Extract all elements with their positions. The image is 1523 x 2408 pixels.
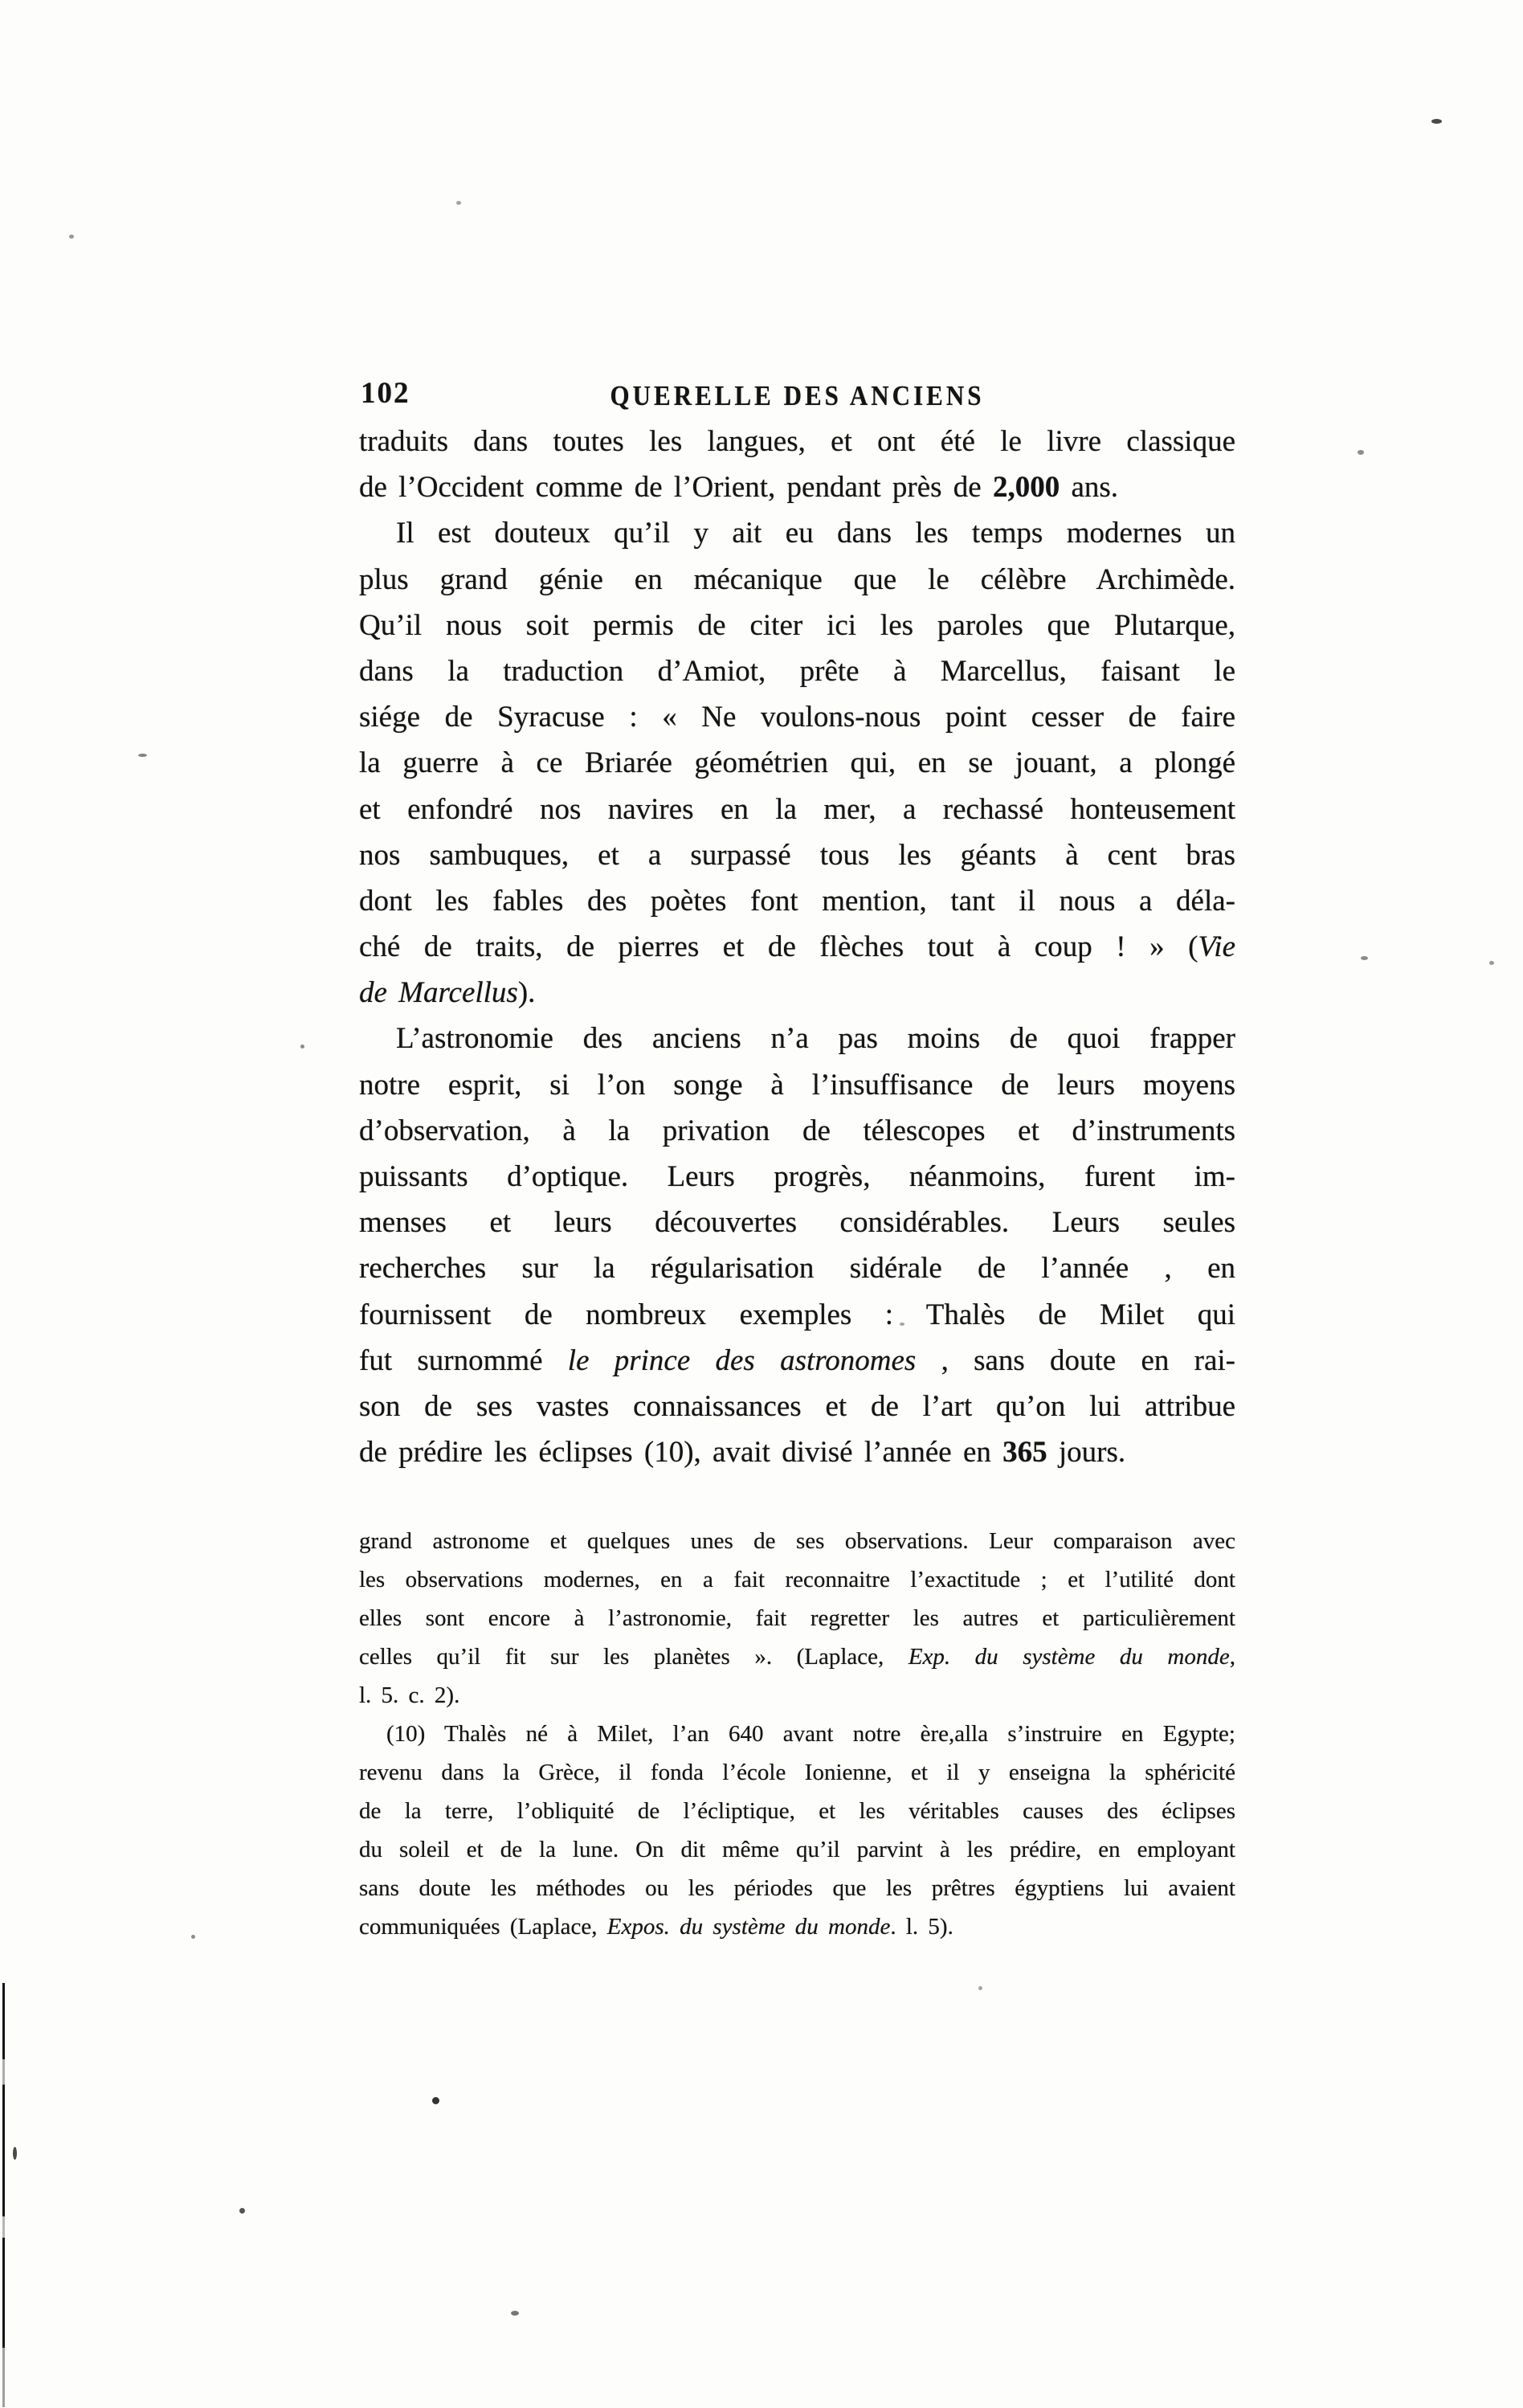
text-line <box>359 557 1235 603</box>
scan-speck <box>1358 450 1364 455</box>
text-line <box>359 1016 1235 1061</box>
text-segment: d’observation, à la privation de télescopes et d’instruments <box>359 1114 1235 1147</box>
text-line <box>359 1676 1235 1715</box>
scan-speck <box>1361 956 1368 960</box>
text-segment: . l. 5). <box>890 1914 953 1940</box>
scan-speck <box>13 2147 17 2160</box>
text-line <box>359 1907 1235 1946</box>
text-segment: communiquées (Laplace, <box>359 1914 607 1940</box>
text-line <box>359 419 1235 464</box>
text-line <box>359 1869 1235 1907</box>
text-line <box>359 787 1235 832</box>
text-line <box>359 1599 1235 1637</box>
text-segment: l. 5. c. 2). <box>359 1682 460 1708</box>
text-line <box>359 1200 1235 1245</box>
text-line <box>359 1792 1235 1830</box>
scan-speck <box>432 2097 439 2104</box>
text-line <box>359 1338 1235 1384</box>
text-segment: ché de traits, de pierres et de flèches tout à coup ! » ( <box>359 930 1198 964</box>
text-segment: de l’Occident comme de l’Orient, pendant près de <box>359 471 993 505</box>
text-segment: siége de Syracuse : « Ne voulons-nous point cesser de faire <box>359 701 1235 734</box>
text-line <box>359 603 1235 648</box>
text-segment: L’astronomie des anciens n’a pas moins de quoi frapper <box>396 1022 1235 1056</box>
text-segment: traduits dans toutes les langues, et ont été le livre classique <box>359 425 1235 458</box>
text-segment: le prince des astronomes <box>567 1343 917 1377</box>
text-segment: fournissent de nombreux exemples : Thalès de Milet qui <box>359 1298 1235 1331</box>
text-segment: celles qu’il fit sur les planètes ». (Laplace, <box>359 1644 908 1670</box>
text-line <box>359 740 1235 786</box>
text-segment: et enfondré nos navires en la mer, a rechassé honteusement <box>359 792 1235 826</box>
scan-speck <box>900 1323 904 1326</box>
text-line <box>359 924 1235 970</box>
scan-edge-line <box>2 1983 5 2407</box>
text-segment: sans doute les méthodes ou les périodes que les prêtres égyptiens lui avaient <box>359 1875 1235 1901</box>
text-segment: de prédire les éclipses (10), avait divisé l’année en <box>359 1436 1003 1470</box>
text-segment: ans. <box>1060 471 1119 505</box>
text-line <box>359 832 1235 878</box>
text-line <box>359 648 1235 694</box>
text-line <box>359 464 1235 510</box>
scan-speck <box>978 1986 982 1990</box>
text-segment: revenu dans la Grèce, il fonda l’école Ionienne, et il y enseigna la sphéricité <box>359 1760 1235 1785</box>
text-segment: notre esprit, si l’on songe à l’insuffisance de leurs moyens <box>359 1068 1235 1102</box>
footnote-text <box>359 1522 1235 1946</box>
scan-speck <box>69 235 74 239</box>
text-line <box>359 878 1235 924</box>
scan-speck <box>1431 119 1442 124</box>
page-header <box>359 374 1235 418</box>
text-segment: jours. <box>1047 1436 1126 1470</box>
text-segment: la guerre à ce Briarée géométrien qui, en se jouant, a plongé <box>359 746 1235 780</box>
scan-speck <box>300 1045 304 1049</box>
text-line <box>359 1384 1235 1429</box>
text-segment: menses et leurs découvertes considérables. Leurs seules <box>359 1206 1235 1240</box>
text-line <box>359 1154 1235 1200</box>
text-segment: du soleil et de la lune. On dit même qu’il parvint à les prédire, en employant <box>359 1837 1235 1862</box>
text-segment: les observations modernes, en a fait reconnaitre l’exactitude ; et l’utilité dont <box>359 1567 1235 1592</box>
text-line <box>359 1753 1235 1792</box>
scan-speck <box>511 2311 519 2316</box>
text-segment: (10) Thalès né à Milet, l’an 640 avant notre ère,alla s’instruire en Egypte; <box>386 1721 1235 1747</box>
text-segment: recherches sur la régularisation sidérale de l’année , en <box>359 1252 1235 1286</box>
text-line <box>359 1560 1235 1599</box>
page-number: 102 <box>361 377 410 410</box>
body-text <box>359 419 1235 1475</box>
text-segment: Qu’il nous soit permis de citer ici les paroles que Plutarque, <box>359 608 1235 642</box>
text-segment: Vie <box>1198 930 1235 964</box>
scan-speck <box>138 754 147 757</box>
text-segment: Il est douteux qu’il y ait eu dans les temps modernes un <box>396 517 1235 550</box>
text-segment: de Marcellus <box>359 976 518 1010</box>
text-line <box>359 970 1235 1016</box>
text-segment: elles sont encore à l’astronomie, fait regretter les autres et particulièrement <box>359 1605 1235 1631</box>
text-line <box>359 694 1235 740</box>
text-segment: Exp. du système du monde <box>908 1644 1230 1670</box>
running-head: QUERELLE DES ANCIENS <box>610 379 985 411</box>
text-segment: ). <box>517 976 536 1010</box>
text-segment: 365 <box>1002 1436 1047 1470</box>
text-segment: , sans doute en rai- <box>916 1343 1235 1377</box>
text-line <box>359 1637 1235 1676</box>
scan-speck <box>1489 961 1494 965</box>
text-line <box>359 1108 1235 1154</box>
scan-speck <box>191 1935 195 1939</box>
text-segment: dans la traduction d’Amiot, prête à Marcellus, faisant le <box>359 654 1235 688</box>
text-line <box>359 1062 1235 1108</box>
text-segment: Expos. du système du monde <box>606 1914 891 1940</box>
text-line <box>359 1715 1235 1753</box>
text-segment: de la terre, l’obliquité de l’écliptique, et les véritables causes des éclipses <box>359 1798 1235 1824</box>
text-line <box>359 1522 1235 1560</box>
text-line <box>359 1292 1235 1338</box>
text-segment: fut surnommé <box>359 1343 568 1377</box>
text-line <box>359 510 1235 556</box>
text-segment: dont les fables des poètes font mention, tant il nous a déla- <box>359 884 1235 918</box>
text-line <box>359 1245 1235 1291</box>
scan-speck <box>239 2208 245 2214</box>
text-segment: puissants d’optique. Leurs progrès, néanmoins, furent im- <box>359 1160 1235 1193</box>
text-line <box>359 1429 1235 1475</box>
text-line <box>359 1830 1235 1869</box>
text-segment: son de ses vastes connaissances et de l’art qu’on lui attribue <box>359 1389 1235 1423</box>
text-segment: 2,000 <box>992 471 1060 505</box>
text-segment: nos sambuques, et a surpassé tous les géants à cent bras <box>359 838 1235 872</box>
text-segment: plus grand génie en mécanique que le célèbre Archimède. <box>359 562 1235 596</box>
text-segment: , <box>1229 1644 1235 1670</box>
text-segment: grand astronome et quelques unes de ses observations. Leur comparaison avec <box>359 1528 1235 1554</box>
scan-speck <box>456 201 461 205</box>
